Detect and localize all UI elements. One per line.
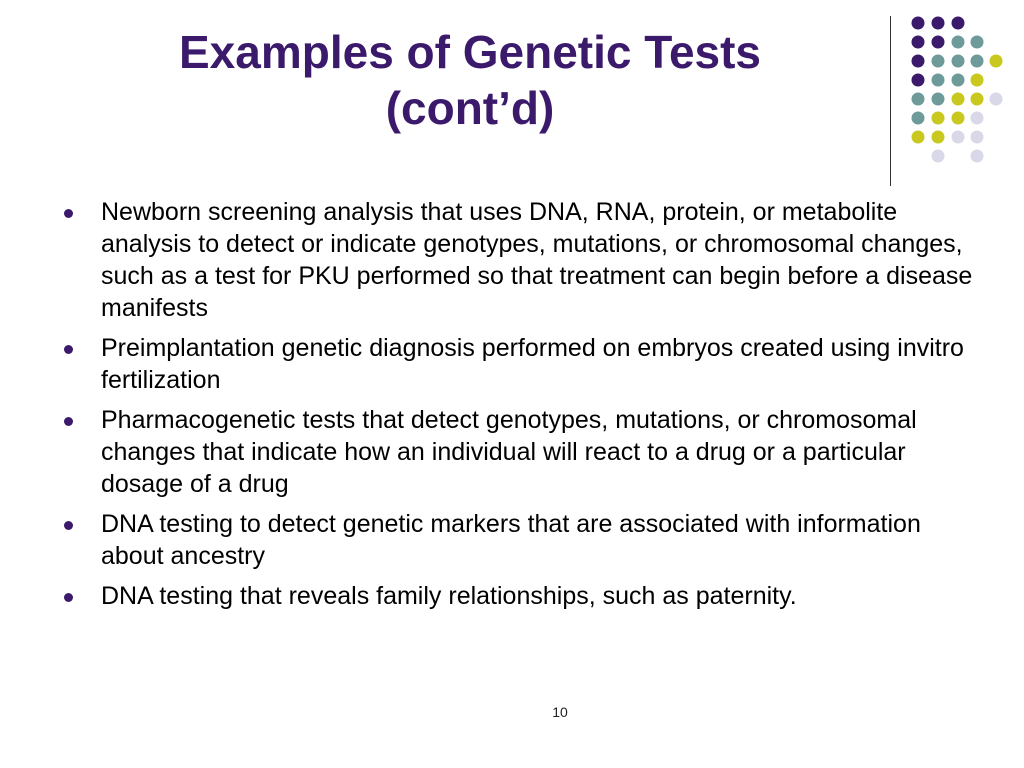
bullet-text: Pharmacogenetic tests that detect genotypes, mutations, or chromosomal changes that indicate how an individual will react to a drug or a particular dosage of a drug xyxy=(101,406,917,498)
bullet-item xyxy=(60,196,980,324)
deco-dot xyxy=(990,93,1003,106)
deco-dot xyxy=(912,55,925,68)
deco-dot xyxy=(912,17,925,30)
deco-dot xyxy=(990,55,1003,68)
bullet-text: DNA testing that reveals family relationships, such as paternity. xyxy=(101,582,797,610)
deco-dot xyxy=(912,36,925,49)
slide-title-line-2: (cont’d) xyxy=(385,82,555,134)
deco-dot xyxy=(971,74,984,87)
deco-dot xyxy=(932,93,945,106)
bullet-item xyxy=(60,332,980,396)
bullet-text: Preimplantation genetic diagnosis performed on embryos created using invitro fertilization xyxy=(101,334,964,394)
deco-dot xyxy=(971,150,984,163)
deco-dot xyxy=(971,93,984,106)
bullet-text: Newborn screening analysis that uses DNA, RNA, protein, or metabolite analysis to detect or indicate genotypes, mutations, or chromosomal changes, such as a test for PKU performed so that treatment can begin before a disease manifests xyxy=(101,198,973,322)
deco-dot xyxy=(932,36,945,49)
deco-dot xyxy=(952,36,965,49)
deco-dot xyxy=(912,112,925,125)
bullet-item xyxy=(60,580,980,612)
decorative-dot-grid xyxy=(0,0,1024,200)
deco-dot xyxy=(932,17,945,30)
bullet-list xyxy=(60,196,980,620)
deco-dot xyxy=(971,36,984,49)
bullet-item xyxy=(60,404,980,500)
deco-dot xyxy=(932,74,945,87)
deco-dot xyxy=(912,74,925,87)
page-number: 10 xyxy=(552,704,568,720)
bullet-dot-icon xyxy=(64,593,73,602)
bullet-dot-icon xyxy=(64,521,73,530)
deco-dot xyxy=(932,131,945,144)
deco-dot xyxy=(952,112,965,125)
deco-dot xyxy=(912,131,925,144)
bullet-dot-icon xyxy=(64,417,73,426)
bullet-text: DNA testing to detect genetic markers that are associated with information about ancestry xyxy=(101,510,921,570)
slide-title-line-1: Examples of Genetic Tests xyxy=(178,26,762,78)
deco-dot xyxy=(952,93,965,106)
deco-dot xyxy=(932,55,945,68)
deco-dot xyxy=(952,131,965,144)
deco-dot xyxy=(971,131,984,144)
deco-dot xyxy=(952,55,965,68)
bullet-dot-icon xyxy=(64,345,73,354)
bullet-item xyxy=(60,508,980,572)
deco-dot xyxy=(952,74,965,87)
deco-dot xyxy=(971,112,984,125)
deco-dot xyxy=(932,150,945,163)
deco-dot xyxy=(971,55,984,68)
deco-dot xyxy=(912,93,925,106)
deco-dot xyxy=(952,17,965,30)
deco-dot xyxy=(932,112,945,125)
bullet-dot-icon xyxy=(64,209,73,218)
